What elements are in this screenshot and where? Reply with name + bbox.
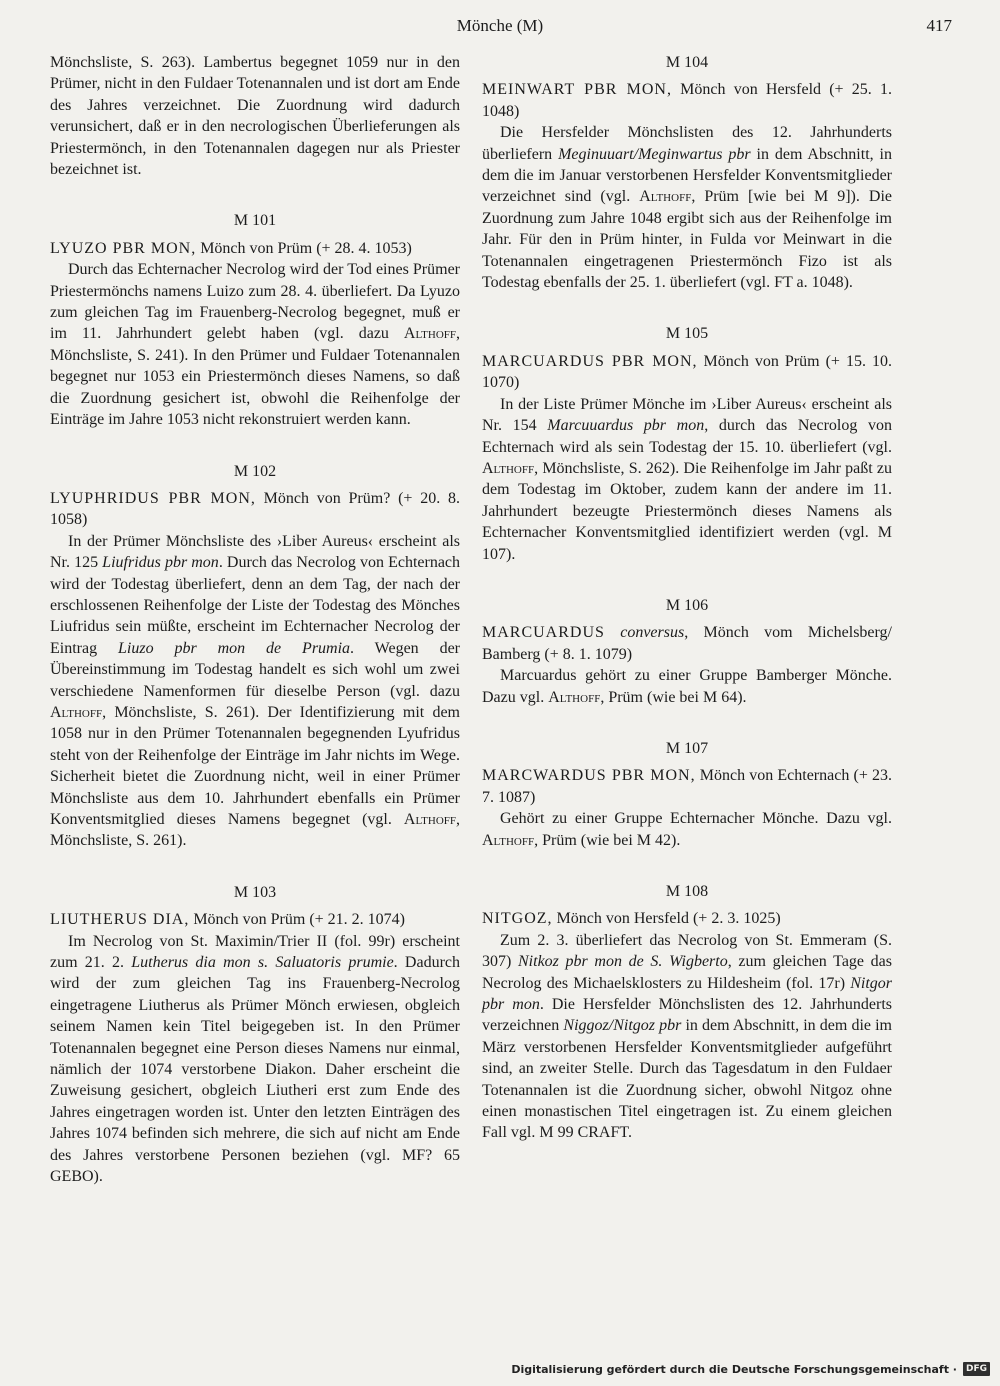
entry-m108 [482,881,892,1144]
footer-text: Digitalisierung gefördert durch die Deutsche Forschungsgemeinschaft · [511,1362,957,1376]
entry-name: MARCUARDUS [482,624,605,642]
entry-heading-rest: Mönch von Hersfeld (+ 25. 1. 1048) [482,81,892,120]
left-column [50,52,460,1188]
latin-citation: Nitgor pbr mon [482,974,892,1014]
entry-id: M 104 [665,54,709,71]
text-run: Die Hersfelder Mönchslisten des 12. Jahrhunderts überliefern [482,124,892,163]
entry-id: M 108 [665,883,709,900]
page-number: 417 [926,16,952,35]
entry-m103 [50,882,460,1188]
text-run: in dem Abschnitt, in dem die im März verstorbenen Hersfelder Konventsmitglieder aufgeführt sind, an zweiter Stelle. Durch das Tagesdatum in den Fuldaer Totenannalen ist die Zuordnung sicher, obwohl Nitgoz ohne einen monastischen Titel eingetragen ist. Zu einem gleichen Fall vgl. M 99 CRAFT. [482,1017,893,1142]
entry-body [50,531,460,852]
entry-body [482,808,892,851]
entry-id: M 107 [665,739,709,757]
text-run: . Durch das Necrolog von Echternach wird der Todestag überliefert, denn an dem Tag, der nach der erschlossenen Reihenfolge der Liste der Todestag des Mönches Liufridus sein müßte, erscheint im Echternacher Necrolog der Eintrag [50,554,461,657]
author-reference: Althoff [50,703,103,721]
entry-m101 [50,210,460,430]
entry-heading [482,908,892,929]
entry-heading [482,765,892,808]
entry-name: LYUZO PBR MON, [50,239,197,257]
entry-heading [50,238,460,259]
dfg-logo: DFG [963,1362,990,1376]
author-reference: Althoff [482,459,535,477]
continuation-paragraph [50,52,460,180]
entry-name: MEINWART PBR MON, [482,81,672,99]
entry-body [50,931,460,1188]
entry-heading-rest: Mönch von Prüm (+ 28. 4. 1053) [196,239,412,257]
entry-m104 [482,52,892,293]
text-run: Zum 2. 3. überliefert das Necrolog von St. Emmeram (S. 307) [482,931,892,971]
author-reference: Althoff [403,325,456,343]
entry-id: M 106 [665,596,709,614]
text-run: Marcuardus gehört zu einer Gruppe Bamberger Mönche. Dazu vgl. [482,667,892,706]
entry-heading [482,79,892,122]
entry-body [482,930,892,1144]
latin-citation: Lutherus dia mon s. Saluatoris prumie [131,954,394,972]
entry-m107 [482,738,892,851]
latin-citation: Liufridus pbr mon [102,554,219,572]
text-run: . Dadurch wird der zum gleichen Tag ins Frauenberg-Necrolog eingetragene Liutherus als Prümer Mönch erwiesen, obgleich seinem Namen kein Titel beigegeben ist. In den Prümer Totenannalen begegnet eine Person dieses Namens nur einmal, nämlich der 1074 verstorbene Diakon. Daher erscheint die Zuweisung gesichert, obgleich Liutheri erst zum Ende des Jahres eingetragen worden ist. Unter den letzten Einträgen des Jahres 1074 befinden sich mehrere, die sich auf nicht am Ende des Jahres verstorbene Personen beziehen (vgl. MF? 65 GEBO). [50,954,460,1186]
entry-name: NITGOZ, [482,910,553,928]
entry-id: M 105 [665,325,709,343]
author-reference: Althoff [482,831,535,849]
entry-heading [50,488,460,531]
text-run: In der Liste Prümer Mönche im ›Liber Aureus‹ erscheint als Nr. 154 [482,395,892,435]
latin-citation: Meginuuart/Meginwartus pbr [558,145,751,163]
entry-status: conversus [620,624,685,642]
entry-body [482,122,892,293]
text-run: . Die Hersfelder Mönchslisten des 12. Jahrhunderts verzeichnen [482,996,893,1035]
digitization-footer [511,1360,990,1378]
text-run: , durch das Necrolog von Echternach wird als sein Todestag der 15. 10. überliefert (vgl. [482,417,892,456]
text-run: Durch das Echternacher Necrolog wird der Tod eines Prümer Priestermönchs namens Luizo zum 28. 4. überliefert. Da Lyuzo zum gleichen Tag im Frauenberg-Necrolog begegnet, muß er im 11. Jahrhundert gelebt haben (vgl. dazu [50,261,460,343]
author-reference: Althoff [403,811,456,828]
latin-citation: Nitkoz pbr mon de S. Wigberto [518,953,728,971]
entry-name: LIUTHERUS DIA, [50,911,190,929]
latin-citation: Niggoz/Nitgoz pbr [563,1017,682,1035]
entry-id: M 101 [233,212,277,230]
entry-heading-rest: Mönch von Echternach (+ 23. 7. 1087) [482,767,892,806]
entry-id: M 103 [233,883,277,901]
running-title: Mönche (M) [456,16,544,35]
entry-heading-rest: Mönch von Prüm (+ 15. 10. 1070) [482,352,892,392]
text-run: Im Necrolog von St. Maximin/Trier II (fol. 99r) erscheint zum 21. 2. [50,932,460,972]
entry-m102 [50,461,460,852]
entry-heading [50,909,460,930]
author-reference: Althoff [548,688,601,706]
entry-heading-rest: Mönch von Hersfeld (+ 2. 3. 1025) [552,910,781,928]
entry-name: MARCUARDUS PBR MON, [482,352,698,370]
entry-body [482,665,892,708]
text-run: Gehört zu einer Gruppe Echternacher Mönche. Dazu vgl. [500,810,892,828]
entry-heading-rest: Mönch von Prüm? (+ 20. 8. 1058) [50,489,460,529]
text-run: in dem Abschnitt, in dem die im Januar verstorbenen Hersfelder Konventsmitglieder verzeichnet sind (vgl. [482,145,892,206]
latin-citation: Marcuuardus pbr mon [547,417,705,435]
text-run: , zum gleichen Tage das Necrolog des Michaelsklosters zu Hildesheim (fol. 17r) [482,953,893,992]
entry-heading-rest: , Mönch vom Michelsberg/ Bamberg (+ 8. 1. 1079) [482,624,892,663]
entry-heading [482,622,892,665]
text-run: , Mönchsliste, S. 261). [50,811,460,850]
entry-name: LYUPHRIDUS PBR MON, [50,489,256,507]
text-run: . Wegen der Übereinstimmung im Todestag handelt es sich wohl um zwei verschiedene Namenformen für dieselbe Person (vgl. dazu [50,639,461,700]
text-run: , Mönchsliste, S. 262). Die Reihenfolge im Jahr paßt zu dem Todestag im Oktober, zudem kann der andere im 11. Jahrhundert bezeugte Priestermönch dieses Namens als Echternacher Konventsmitglied identifiziert werden (vgl. M 107). [482,459,892,563]
entry-heading [482,351,892,394]
text-run: , Mönchsliste, S. 241). In den Prümer und Fuldaer Totenannalen begegnet nur 1053 ein Priestermönch dieses Namens, so daß die Zuordnung gesichert ist, obwohl die Reihenfolge der Einträge im Jahre 1053 nicht rekonstruiert werden kann. [50,325,460,429]
latin-citation: Liuzo pbr mon de Prumia [118,639,351,657]
text-run: , Mönchsliste, S. 261). Der Identifizierung mit dem 1058 nur in den Prümer Totenannalen begegnenden Lyufridus steht von der Reihenfolge der Einträge im Jahr nichts im Wege. Sicherheit bietet die Zuordnung nicht, weil in einer Prümer Mönchsliste aus dem 10. Jahrhundert ebenfalls ein Prümer Konventsmitglied dieses Namens begegnet (vgl. [50,703,460,828]
page-header [48,16,952,42]
text-run: , Prüm (wie bei M 42). [534,831,681,849]
text-run: , Prüm [wie bei M 9]). Die Zuordnung zum Jahre 1048 ergibt sich aus der Reihenfolge im Jahr. Für den in Prüm hinter, in Fulda vor Meinwart in die Totenannalen eingetragenen Priestermönch Fizo ist als Todestag ebenfalls der 25. 1. überliefert (vgl. FT a. 1048). [482,188,892,292]
right-column [482,52,892,1144]
entry-m105 [482,323,892,564]
text-run: , Prüm (wie bei M 64). [600,688,747,706]
entry-body [50,259,460,430]
entry-id: M 102 [233,462,277,480]
text-run: Mönchsliste, S. 263). Lambertus begegnet 1059 nur in den Prümer, nicht in den Fuldaer Totenannalen und ist dort am Ende des Jahres verzeichnet. Die Zuordnung wird dadurch verunsichert, daß er in den necrologischen Überlieferungen als Priestermönch, in den Totenannalen dagegen nur als Priester bezeichnet ist. [50,54,460,179]
entry-heading-rest: Mönch von Prüm (+ 21. 2. 1074) [189,911,406,929]
entry-name: MARCWARDUS PBR MON, [482,767,696,785]
author-reference: Althoff [639,188,692,206]
entry-m106 [482,595,892,708]
entry-body [482,394,892,565]
text-run: In der Prümer Mönchsliste des ›Liber Aureus‹ erscheint als Nr. 125 [50,532,460,572]
